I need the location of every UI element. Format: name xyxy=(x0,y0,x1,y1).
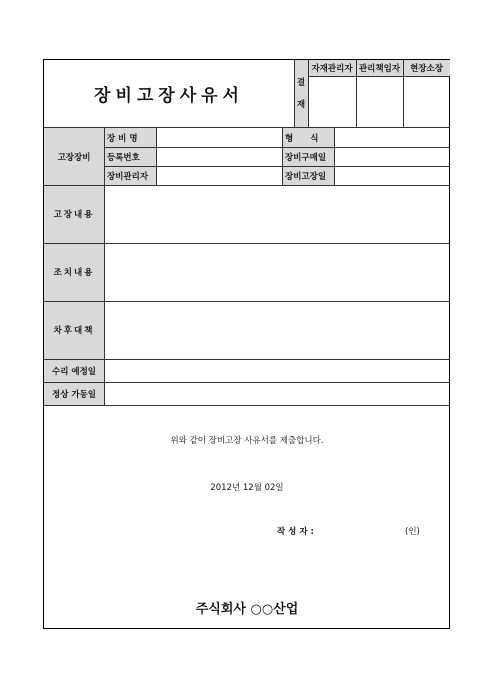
row-label-normal-operation: 정상 가동일 xyxy=(51,389,96,400)
field-label-equipment-manager: 장비관리자 xyxy=(107,171,149,182)
approval-label-line2: 재 xyxy=(296,99,306,110)
approval-header-material-manager: 자재관리자 xyxy=(311,64,353,74)
seal-label: (인) xyxy=(405,527,420,537)
grid-line-approval-col-1 xyxy=(356,60,357,127)
field-label-equipment-name: 장 비 명 xyxy=(107,133,138,144)
grid-line-right-label-right xyxy=(334,127,335,185)
field-value-breakdown-date[interactable] xyxy=(334,166,450,185)
company-name: 주식회사 ○○산업 xyxy=(195,601,299,617)
row-value-repair-schedule[interactable] xyxy=(104,359,450,382)
grid-line-below-operation xyxy=(44,405,450,406)
document-title: 장비고장사유서 xyxy=(94,86,244,106)
submission-date: 2012년 12월 02일 xyxy=(210,483,284,493)
row-label-action-details: 조치내용 xyxy=(53,268,95,278)
row-value-fault-details[interactable] xyxy=(104,185,450,243)
approval-header-responsible-manager: 관리책임자 xyxy=(358,64,401,74)
approval-label xyxy=(294,60,308,127)
field-label-type: 형 식 xyxy=(285,133,319,144)
grid-line-label-column xyxy=(104,127,105,405)
field-value-equipment-name[interactable] xyxy=(156,128,282,147)
grid-line-title-divider xyxy=(294,60,295,127)
grid-line-right-label-left xyxy=(282,127,283,185)
approval-sign-box-site-director[interactable] xyxy=(403,76,450,127)
grid-line-approval-label-divider xyxy=(308,60,309,127)
author-label: 작 성 자 : xyxy=(277,527,314,537)
submission-statement: 위와 같이 장비고장 사유서를 제출합니다. xyxy=(170,436,324,446)
row-label-follow-up: 차후대책 xyxy=(53,326,95,336)
row-value-follow-up[interactable] xyxy=(104,301,450,359)
approval-sign-box-responsible-manager[interactable] xyxy=(356,76,403,127)
grid-line-approval-col-2 xyxy=(403,60,404,127)
field-value-registration-no[interactable] xyxy=(156,147,282,166)
approval-sign-box-material-manager[interactable] xyxy=(308,76,356,127)
grid-line-approval-header xyxy=(308,76,450,77)
approval-header-site-director: 현장소장 xyxy=(410,64,443,74)
approval-label-line1: 결 xyxy=(296,77,306,88)
field-label-registration-no: 등록번호 xyxy=(107,152,140,163)
equipment-breakdown-report-form xyxy=(43,59,450,629)
row-label-repair-schedule: 수리 예정일 xyxy=(51,366,96,377)
row-value-normal-operation[interactable] xyxy=(104,382,450,405)
row-value-action-details[interactable] xyxy=(104,243,450,301)
author-name-field[interactable] xyxy=(324,524,399,538)
grid-line-sub-label-column xyxy=(156,127,157,185)
breakdown-section-label: 고장장비 xyxy=(57,152,91,163)
field-value-purchase-date[interactable] xyxy=(334,147,450,166)
field-value-equipment-manager[interactable] xyxy=(156,166,282,185)
row-label-fault-details: 고장내용 xyxy=(53,210,95,220)
field-label-purchase-date: 장비구매일 xyxy=(285,152,327,163)
field-value-type[interactable] xyxy=(334,128,450,147)
field-label-breakdown-date: 장비고장일 xyxy=(285,171,327,182)
